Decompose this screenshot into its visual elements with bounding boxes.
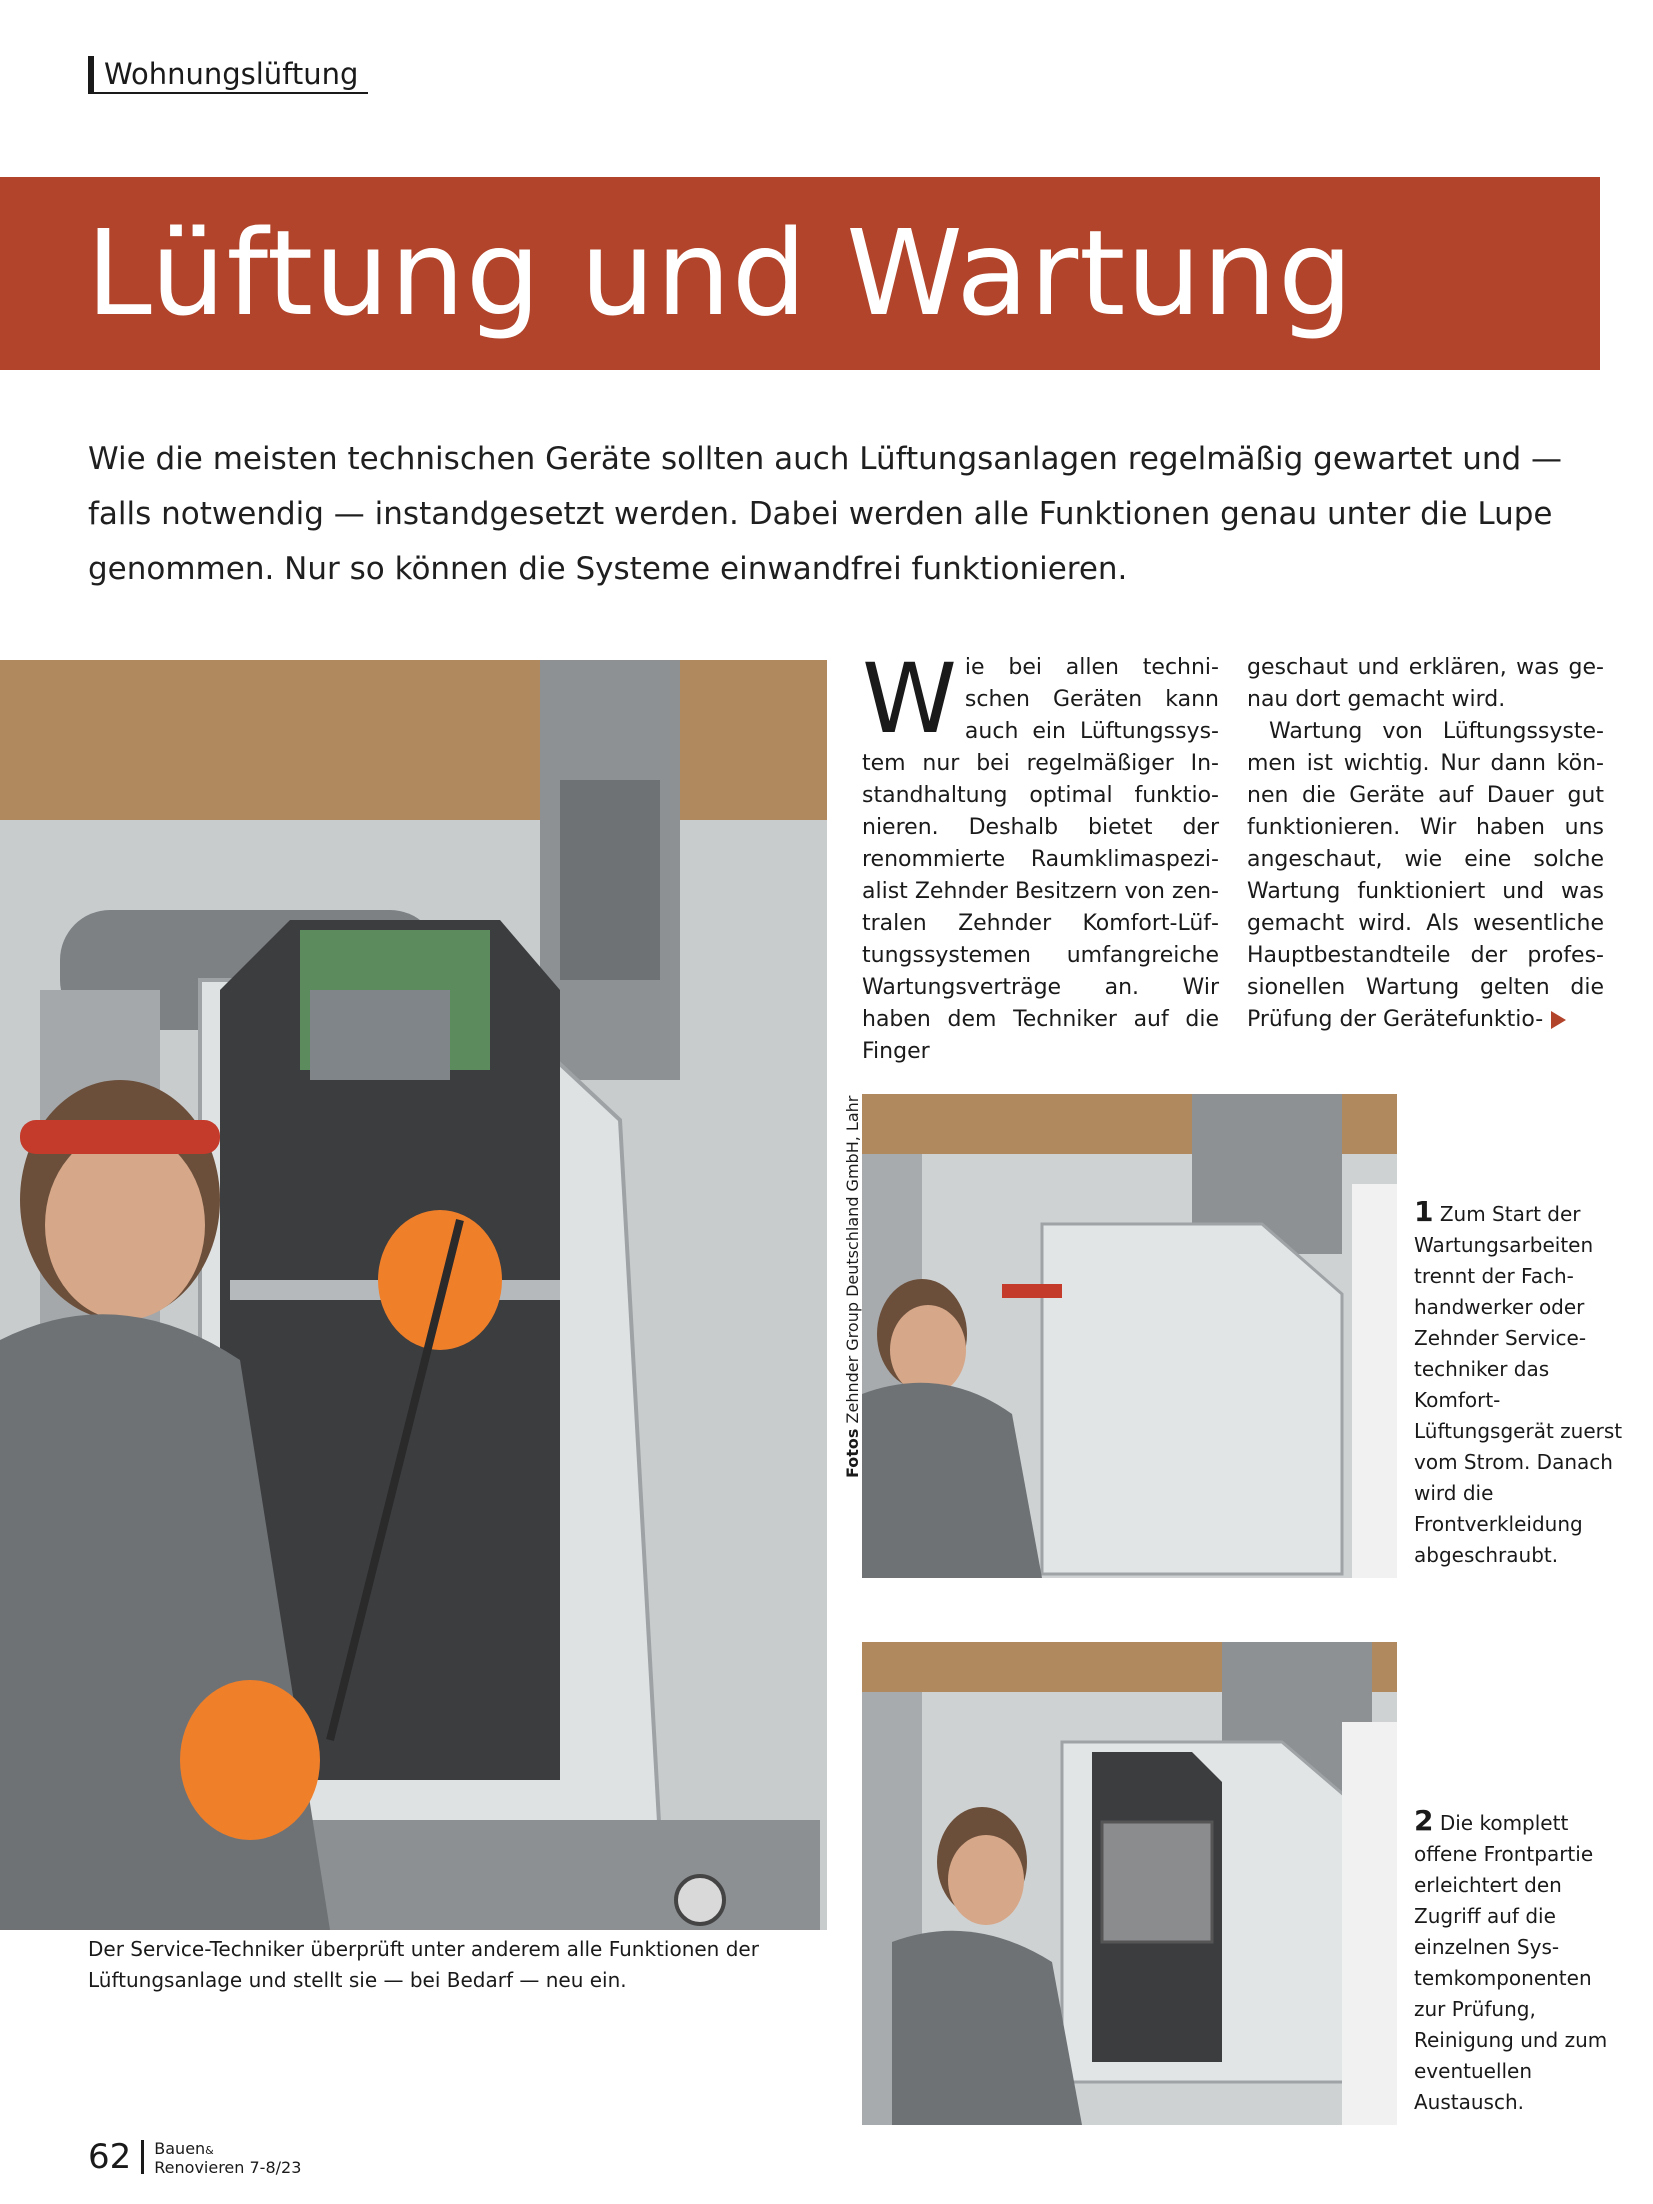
step2-caption (1414, 1805, 1624, 2118)
step1-caption (1414, 1196, 1624, 1571)
photo-credit-source: Zehnder Group Deutschland GmbH, Lahr (843, 1095, 862, 1424)
magazine-name (154, 2140, 301, 2176)
main-photo-caption: Der Service-Techniker überprüft unter anderem alle Funktionen der Lüftungsanlage und stellt sie — bei Bedarf — neu ein. (88, 1937, 759, 1992)
body-column-2-paragraph-2 (1247, 716, 1604, 1036)
page-number: 62 (88, 2137, 132, 2177)
magazine-ampersand: & (205, 2144, 214, 2157)
dropcap: W (862, 643, 957, 755)
main-photo-illustration (0, 660, 827, 1930)
step1-photo (862, 1094, 1397, 1578)
step1-text: Zum Start der Wartungsarbeiten trennt der Fachhandwerker oder Zehnder Servicetechniker das Komfort-Lüftungsgerät zuerst vom Strom. Danach wird die Frontverkleidung abgeschraubt. (1414, 1202, 1623, 1567)
photo-credit-text (843, 1096, 862, 1478)
body-column-2-paragraph-2-text: Wartung von Lüftungssystemen ist wichtig. Nur dann können die Geräte auf Dauer gut funktionieren. Wir haben uns angeschaut, wie eine solche Wartung funktioniert und was gemacht wird. Als wesentliche Hauptbestandteile der professionellen Wartung gelten die Prüfung der Gerätefunktio- (1247, 719, 1604, 1032)
footer-divider (141, 2140, 144, 2174)
body-column-1-text: ie bei allen technischen Geräten kann auch ein Lüftungssystem nur bei regelmäßiger Instandhaltung optimal funktionieren. Deshalb bietet der renommierte Raumklimaspezialist Zehnder Besitzern von zentralen Zehnder Komfort-Lüftungssystemen umfangreiche Wartungsverträge an. Wir haben dem Techniker auf die Finger (862, 655, 1219, 1064)
continue-arrow-icon (1551, 1011, 1566, 1029)
magazine-word-bauen: Bauen (154, 2139, 206, 2158)
body-column-1 (862, 643, 1219, 1068)
photo-credit-label: Fotos (843, 1428, 862, 1478)
title-banner (0, 177, 1600, 370)
step2-photo-illustration (862, 1642, 1397, 2125)
lead-paragraph: Wie die meisten technischen Geräte sollten auch Lüftungsanlagen regelmäßig gewartet und — falls notwendig — instandgesetzt werden. Dabei werden alle Funktionen genau unter die Lupe genommen. Nur so können die Systeme einwandfrei funktionieren. (88, 441, 1563, 587)
magazine-word-renovieren: Renovieren (154, 2158, 245, 2177)
main-photo-technician-ventilation-unit (0, 660, 827, 1930)
section-label: Wohnungslüftung (88, 56, 368, 94)
step2-photo (862, 1642, 1397, 2125)
step2-text: Die komplett offene Frontpartie erleichtert den Zugriff auf die einzelnen Systemkomponenten zur Prüfung, Reinigung und zum eventuellen Austausch. (1414, 1811, 1608, 2114)
magazine-line-1 (154, 2139, 213, 2158)
issue-number: 7-8/23 (249, 2158, 302, 2177)
body-column-2-paragraph-1: geschaut und erklären, was genau dort gemacht wird. (1247, 655, 1604, 712)
step1-number: 1 (1414, 1195, 1434, 1228)
body-column-2 (1247, 652, 1604, 1036)
step2-number: 2 (1414, 1804, 1434, 1837)
step1-photo-illustration (862, 1094, 1397, 1578)
page-footer (88, 2133, 301, 2181)
page-title: Lüftung und Wartung (86, 204, 1354, 342)
